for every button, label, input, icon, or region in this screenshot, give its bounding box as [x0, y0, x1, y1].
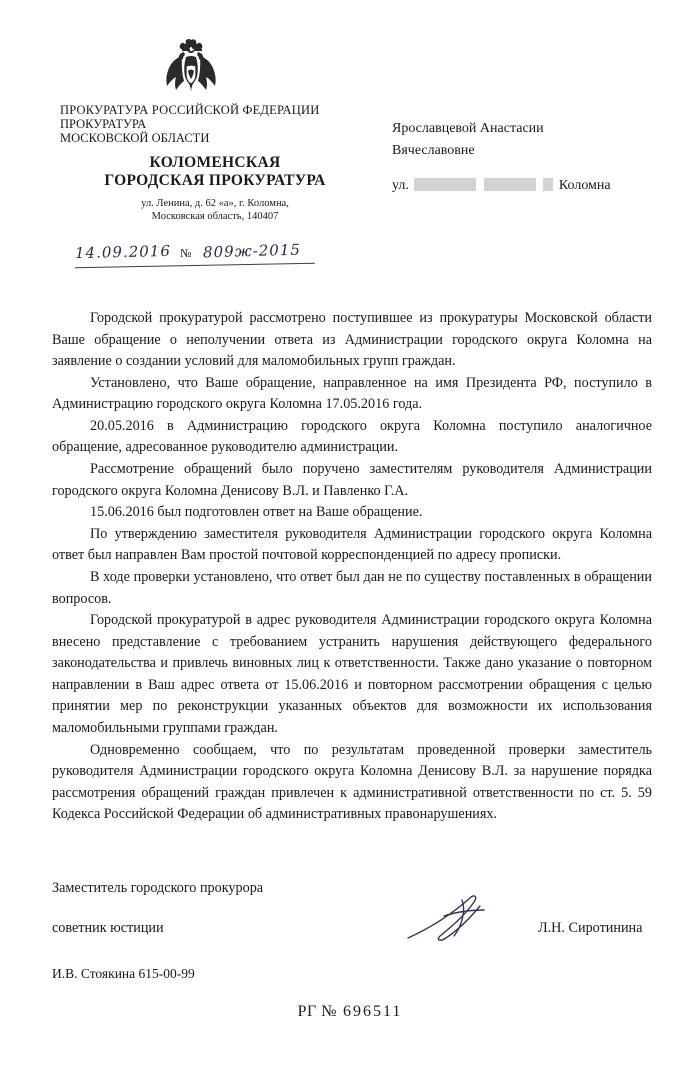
- form-number-value: 696511: [343, 1003, 403, 1020]
- redaction-block-1: [414, 178, 476, 191]
- stamp-number-label: №: [180, 246, 192, 260]
- letterhead: [60, 103, 360, 224]
- stamp-number: 809ж-2015: [202, 240, 302, 262]
- org-main-line-1: КОЛОМЕНСКАЯ: [149, 154, 281, 171]
- form-number-prefix: РГ №: [297, 1003, 337, 1020]
- executor-contact: И.В. Стоякина 615-00-99: [52, 966, 195, 981]
- body-paragraph: Рассмотрение обращений было поручено заместителям руководителя Администрации городского округа Коломна Денисову В.Л. и Павленко Г.А.: [52, 461, 652, 499]
- body-paragraph: В ходе проверки установлено, что ответ был дан не по существу поставленных в обращении вопросов.: [52, 568, 652, 607]
- org-address-line-1: ул. Ленина, д. 62 «а», г. Коломна,: [141, 197, 289, 209]
- org-line-3: МОСКОВСКОЙ ОБЛАСТИ: [60, 131, 210, 145]
- form-number: [0, 1003, 700, 1021]
- body-paragraph: Одновременно сообщаем, что по результатам проведенной проверки заместитель руководителя Администрации городского округа Коломна Денисову В.Л. за нарушение порядка рассмотрения обращений граждан привлечен к административной ответственности по ст. 5. 59 Кодекса Российской Федерации об административных правонарушениях.: [52, 741, 652, 823]
- redaction-block-2: [484, 178, 536, 191]
- signer-rank: советник юстиции: [52, 920, 164, 936]
- org-main-line-2: ГОРОДСКАЯ ПРОКУРАТУРА: [104, 172, 326, 190]
- org-line-2: ПРОКУРАТУРА: [60, 117, 147, 131]
- addressee-street-suffix: Коломна: [558, 178, 611, 193]
- body-paragraph: 20.05.2016 в Администрацию городского округа Коломна поступило аналогичное обращение, адресованное руководителю администрации.: [52, 417, 652, 456]
- body-paragraph: Установлено, что Ваше обращение, направленное на имя Президента РФ, поступило в Администрацию городского округа Коломна 17.05.2016 года.: [52, 374, 652, 413]
- addressee-street-prefix: ул.: [392, 178, 409, 193]
- signer-title: Заместитель городского прокурора: [52, 880, 264, 896]
- body-paragraph: Городской прокуратурой рассмотрено поступившее из прокуратуры Московской области Ваше обращение о неполучении ответа из Администрации городского округа Коломна на заявление о создании условий для маломобильных групп граждан.: [52, 310, 652, 370]
- outgoing-stamp: [74, 240, 335, 269]
- stamp-date: 14.09.2016: [74, 241, 172, 263]
- org-address-line-2: Московская область, 140407: [151, 211, 279, 223]
- redaction-block-3: [543, 178, 553, 191]
- signer-name: Л.Н. Сиротинина: [538, 920, 643, 936]
- org-line-1: ПРОКУРАТУРА РОССИЙСКОЙ ФЕДЕРАЦИИ: [60, 103, 320, 117]
- russian-federation-coat-of-arms-icon: [162, 38, 220, 100]
- addressee-line-2: Вячеславовне: [392, 142, 475, 158]
- addressee-line-1: Ярославцевой Анастасии: [392, 121, 544, 136]
- handwritten-signature-icon: [400, 892, 520, 944]
- stamp-underline: [75, 263, 315, 269]
- addressee-block: [392, 118, 672, 161]
- document-body: [52, 308, 652, 826]
- body-paragraph: По утверждению заместителя руководителя Администрации городского округа Коломна ответ был направлен Вам простой почтовой корреспонденцией по адресу прописки.: [52, 525, 652, 564]
- body-paragraph: Городской прокуратурой в адрес руководителя Администрации городского округа Коломна внесено представление с требованием устранить нарушения действующего федерального законодательства и привлечь виновных лиц к ответственности. Также дано указание о повторном направлении в Ваш адрес ответа от 15.06.2016 и повторном рассмотрении обращения с целью принятии мер по реконструкции указанных объектов для возможности их использования маломобильными группами граждан.: [52, 612, 652, 736]
- addressee-street: [392, 178, 682, 194]
- body-paragraph: 15.06.2016 был подготовлен ответ на Ваше обращение.: [90, 504, 423, 521]
